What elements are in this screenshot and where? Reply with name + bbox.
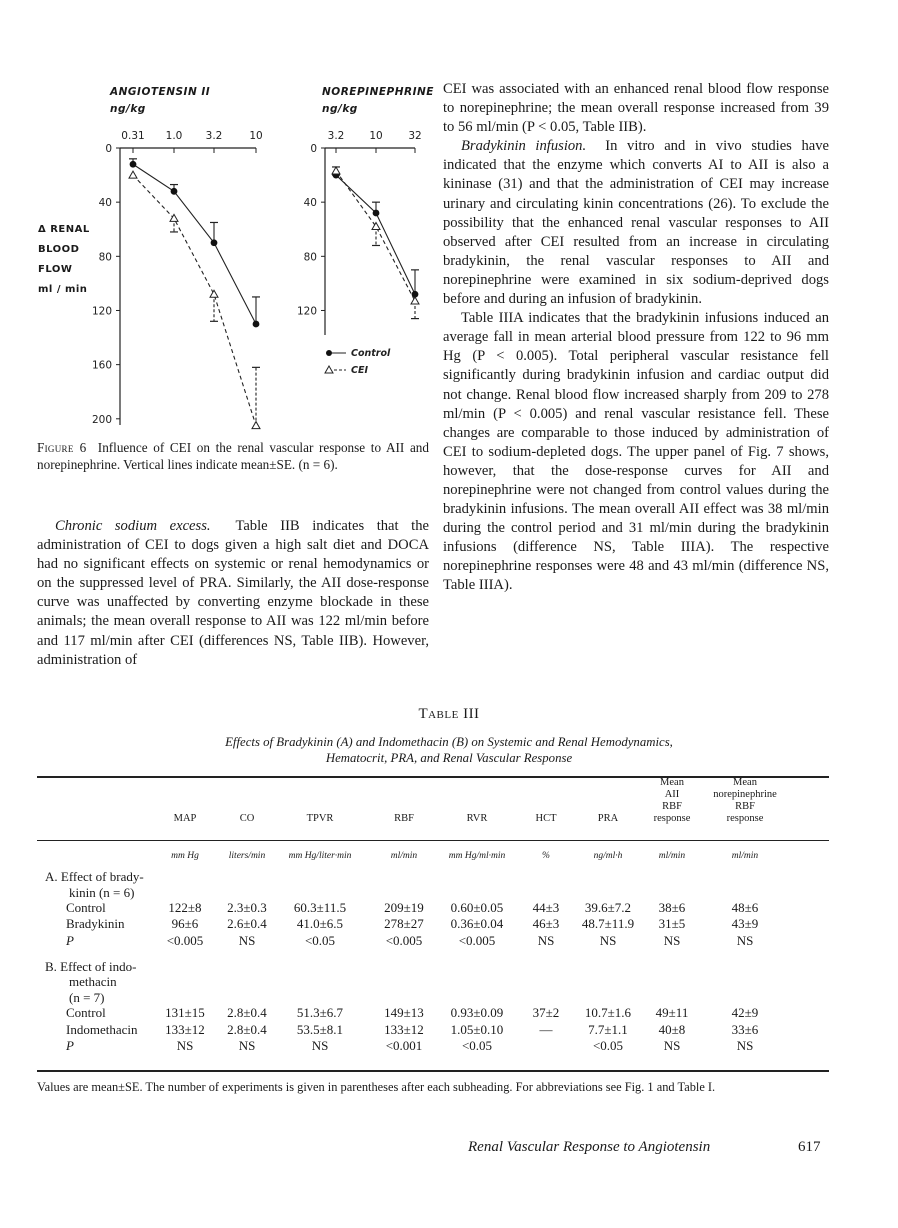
y-label-line: ml / min [38,284,88,295]
figure-6 [0,0,440,472]
table-cell: <0.005 [385,932,423,948]
row-label: Control [66,1005,106,1021]
table-cell: 48±6 [731,900,759,915]
section-label: B. Effect of indo- [45,958,137,974]
paragraph-heading: Chronic sodium excess. [55,518,211,534]
table-cell: <0.005 [166,932,204,948]
column-header-line: PRA [597,813,619,824]
table-cell: 51.3±6.7 [296,1005,344,1021]
table-cell: — [539,1021,553,1037]
svg-text:10: 10 [369,130,383,142]
table-cell: 131±15 [165,1005,205,1021]
chart-plot-area [0,0,440,440]
section-label: kinin (n = 6) [69,884,135,900]
table-cell: NS [311,1038,329,1053]
svg-text:40: 40 [98,197,112,210]
column-unit: mm Hg/ml·min [448,851,506,861]
column-header-line: Mean [733,777,757,788]
row-label: Bradykinin [66,916,125,932]
table-cell: 31±5 [658,916,686,932]
svg-text:0: 0 [105,143,112,155]
table-cell: 0.36±0.04 [450,916,504,932]
column-header [695,777,795,825]
table-cell: 37±2 [532,1005,560,1021]
column-unit: ml/min [390,851,418,861]
table-cell: 133±12 [384,1021,424,1037]
svg-text:120: 120 [296,305,317,318]
paragraph-continued: CEI was associated with an enhanced renal blood flow response to norepinephrine; the mean overall response increased from 39 to 56 ml/min (P < 0.05, Table IIB). [443,81,829,136]
table-cell: NS [537,932,555,948]
table-cell: NS [599,932,617,948]
table-cell: NS [238,932,256,948]
table-cell: 38±6 [658,900,686,915]
table-cell: 1.05±0.10 [450,1021,504,1037]
table-cell: 2.6±0.4 [227,916,267,932]
column-header-line: RBF [735,801,755,812]
paragraph-heading: Bradykinin infusion. [461,138,587,155]
column-header-line: TPVR [306,813,334,824]
column-header-line: AII [664,789,680,800]
table-cell: 39.6±7.2 [584,900,632,915]
table-cell: NS [663,1038,681,1053]
column-header-line: RBF [662,801,682,812]
table-cell: 2.8±0.4 [227,1005,267,1021]
svg-text:32: 32 [408,130,422,142]
paragraph-text: Table IIB indicates that the administration of CEI to dogs given a high salt diet and DOCA had no significant effects on systemic or renal hemodynamics or on the suppressed level of PRA. Similarly, the AII dose-response curve was unaffected by converting enzyme blockade in these animals; the mean overall response to AII was 122 ml/min before and 117 ml/min after CEI (differences NS, Table IIB). However, administration of [37,518,429,668]
column-unit: mm Hg/liter·min [288,851,352,861]
column-header-line: RVR [466,813,488,824]
row-label: Control [66,900,106,915]
table-cell: NS [238,1038,256,1053]
svg-text:120: 120 [91,305,112,318]
svg-text:40: 40 [303,197,317,210]
column-header-line: response [653,813,691,824]
right-column [443,80,829,596]
table-title: Table III [418,706,480,722]
right-chart-unit: ng/kg [322,103,358,115]
page-number: 617 [798,1139,821,1155]
table-cell: <0.001 [385,1038,423,1053]
row-label: P [66,932,74,948]
table-cell: 2.3±0.3 [227,900,267,915]
svg-text:Control: Control [351,348,391,359]
table-cell: NS [736,932,754,948]
table-cell: 40±8 [658,1021,686,1037]
table-cell: 42±9 [731,1005,759,1021]
table-bottom-rule [37,1070,829,1072]
table-cell: 2.8±0.4 [227,1021,267,1037]
table-cell: <0.05 [304,932,336,948]
svg-text:3.2: 3.2 [327,130,345,142]
table-cell: 133±12 [165,1021,205,1037]
table-header-rule [37,840,829,841]
table-cell: 96±6 [171,916,199,932]
column-header-line: MAP [173,813,197,824]
table-cell: NS [176,1038,194,1053]
column-header-line: CO [239,813,255,824]
table-cell: <0.005 [458,932,496,948]
table-cell: <0.05 [461,1038,493,1053]
column-unit: mm Hg [171,851,199,861]
table-cell: 122±8 [168,900,202,915]
column-unit: % [542,851,550,861]
table-cell: 46±3 [532,916,560,932]
left-column [37,517,429,670]
column-unit: ml/min [731,851,759,861]
table-cell: 53.5±8.1 [296,1021,344,1037]
table-subtitle [0,734,898,766]
table-cell: 33±6 [731,1021,759,1037]
left-chart-unit: ng/kg [110,103,146,115]
table-cell: 0.60±0.05 [450,900,504,915]
section-label: A. Effect of brady- [45,869,144,884]
table-cell: 278±27 [384,916,424,932]
svg-text:10: 10 [249,130,263,142]
column-unit: ml/min [658,851,686,861]
table-cell: 41.0±6.5 [296,916,344,932]
column-header-line: HCT [535,813,557,824]
table-cell: 43±9 [731,916,759,932]
figure-caption [37,439,429,473]
table-cell: 7.7±1.1 [588,1021,628,1037]
table-cell: 209±19 [384,900,424,915]
section-label: (n = 7) [69,989,105,1005]
svg-text:80: 80 [98,251,112,264]
y-label-line: BLOOD [38,244,80,255]
paragraph-table-iiia: Table IIIA indicates that the bradykinin infusions induced an average fall in mean arterial blood pressure from 122 to 96 mm Hg (P < 0.005). Total peripheral vascular resistance fell significantly during bradykinin infusion and cardiac output did not change. Renal blood flow increased sharply from 209 to 278 ml/min (P < 0.005) and renal vascular resistance fell. These changes are comparable to those induced by administration of CEI to sodium-depleted dogs. The upper panel of Fig. 7 shows, however, that the dose-response curves for AII and norepinephrine were not changed from control values during the bradykinin infusions. The mean overall AII effect was 38 ml/min during the control period and 31 ml/min during the bradykinin infusions (difference NS, Table IIIA). The respective norepinephrine responses were 48 and 43 ml/min (difference NS, Table IIIA). [443,310,829,594]
table-cell: NS [736,1038,754,1053]
svg-text:0: 0 [310,143,317,155]
svg-text:0.31: 0.31 [121,130,145,142]
section-label: methacin [69,974,117,990]
running-title: Renal Vascular Response to Angiotensin [468,1139,711,1155]
left-chart-drug: ANGIOTENSIN II [110,86,211,98]
svg-text:200: 200 [91,413,112,426]
svg-text:CEI: CEI [351,365,368,376]
table-cell: 49±11 [655,1005,689,1021]
svg-text:3.2: 3.2 [205,130,223,142]
column-header-line: norepinephrine [713,789,777,800]
table-cell: 10.7±1.6 [584,1005,632,1021]
right-chart-drug: NOREPINEPHRINE [322,86,434,98]
table-cell: 149±13 [384,1005,424,1021]
caption-text: Influence of CEI on the renal vascular response to AII and norepinephrine. Vertical lines indicate mean±SE. (n = 6). [37,440,429,472]
column-unit: ng/ml·h [593,851,623,861]
table-footnote: Values are mean±SE. The number of experiments is given in parentheses after each subheading. For abbreviations see Fig. 1 and Table I. [37,1080,716,1094]
y-label-line: FLOW [38,264,73,275]
svg-text:1.0: 1.0 [165,130,183,142]
row-label: Indomethacin [66,1021,138,1037]
table-cell: 0.93±0.09 [450,1005,504,1021]
table-cell: 48.7±11.9 [581,916,635,932]
column-header-line: response [726,813,764,824]
svg-text:160: 160 [91,359,112,372]
caption-label: Figure 6 [37,440,87,455]
table-subtitle-line: Effects of Bradykinin (A) and Indomethacin (B) on Systemic and Renal Hemodynamics, [225,735,673,749]
paragraph-text: In vitro and in vivo studies have indicated that the enzyme which converts AI to AII is also a kininase (31) and that the administration of CEI may increase urinary and circulating kinin concentrations (26). To exclude the possibility that the enhanced renal vascular responses to AII observed after CEI resulted from an increase in circulating bradykinin, the renal vascular responses to AII and norepinephrine were examined in six sodium-deprived dogs before and during an infusion of bradykinin. [443,138,829,308]
table-cell: NS [663,932,681,948]
paragraph-bradykinin [443,137,829,309]
column-header-line: Mean [660,777,684,788]
paragraph-chronic-sodium [37,517,429,670]
row-label: P [66,1038,74,1053]
column-unit: liters/min [228,851,266,861]
y-label-line: Δ RENAL [38,224,90,235]
table-subtitle-line: Hematocrit, PRA, and Renal Vascular Response [325,751,573,765]
table-cell: 44±3 [532,900,560,915]
column-header-line: RBF [394,813,414,824]
svg-text:80: 80 [303,251,317,264]
table-cell: <0.05 [592,1038,624,1053]
table-cell: 60.3±11.5 [293,900,347,915]
